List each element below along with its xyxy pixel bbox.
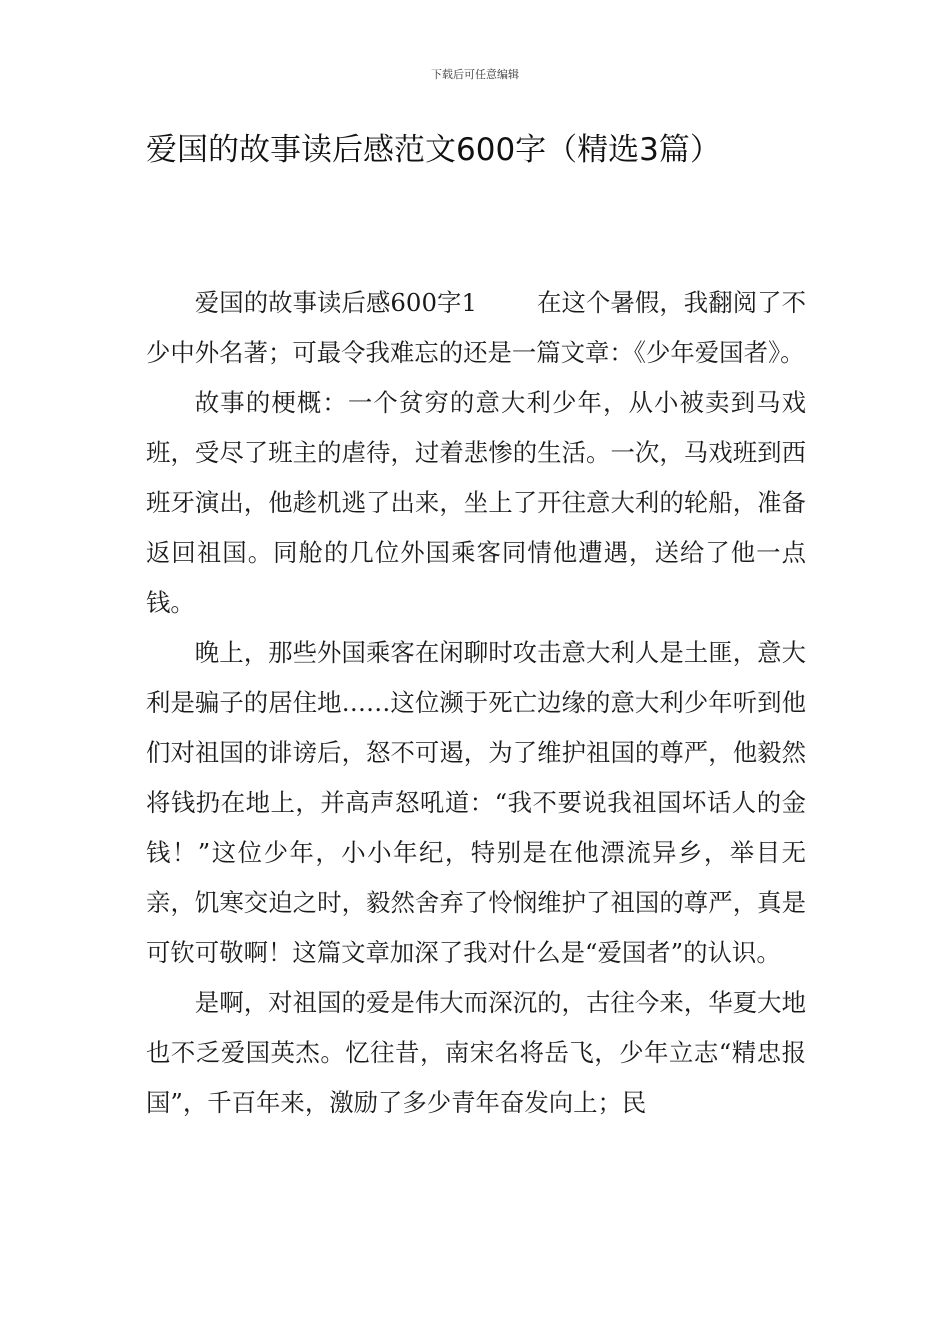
document-title: 爱国的故事读后感范文600字（精选3篇）	[146, 132, 721, 168]
paragraph-3: 晚上，那些外国乘客在闲聊时攻击意大利人是土匪，意大利是骗子的居住地……这位濒于死亡边缘的意大利少年听到他们对祖国的诽谤后，怒不可遏，为了维护祖国的尊严，他毅然将钱扔在地上，并高声怒吼道：“我不要说我祖国坏话人的金钱！”这位少年，小小年纪，特别是在他漂流异乡，举目无亲，饥寒交迫之时，毅然舍弃了怜悯维护了祖国的尊严，真是可钦可敬啊！这篇文章加深了我对什么是“爱国者”的认识。	[146, 638, 806, 967]
paragraph-text: 在这个暑假，我翻阅了不少中外名著；可最令我难忘的还是一篇文章：《少年爱国者》。	[146, 288, 806, 367]
paragraph-2: 故事的梗概：一个贫穷的意大利少年，从小被卖到马戏班，受尽了班主的虐待，过着悲惨的生活。一次，马戏班到西班牙演出，他趁机逃了出来，坐上了开往意大利的轮船，准备返回祖国。同舱的几位外国乘客同情他遭遇，送给了他一点钱。	[146, 388, 806, 617]
paragraph-1	[146, 278, 806, 378]
paragraph-4: 是啊，对祖国的爱是伟大而深沉的，古往今来，华夏大地也不乏爱国英杰。忆往昔，南宋名将岳飞，少年立志“精忠报国”，千百年来，激励了多少青年奋发向上；民	[146, 988, 806, 1117]
section-heading: 爱国的故事读后感600字1	[194, 288, 478, 317]
document-body	[146, 278, 806, 1128]
header-note: 下载后可任意编辑	[431, 68, 519, 81]
